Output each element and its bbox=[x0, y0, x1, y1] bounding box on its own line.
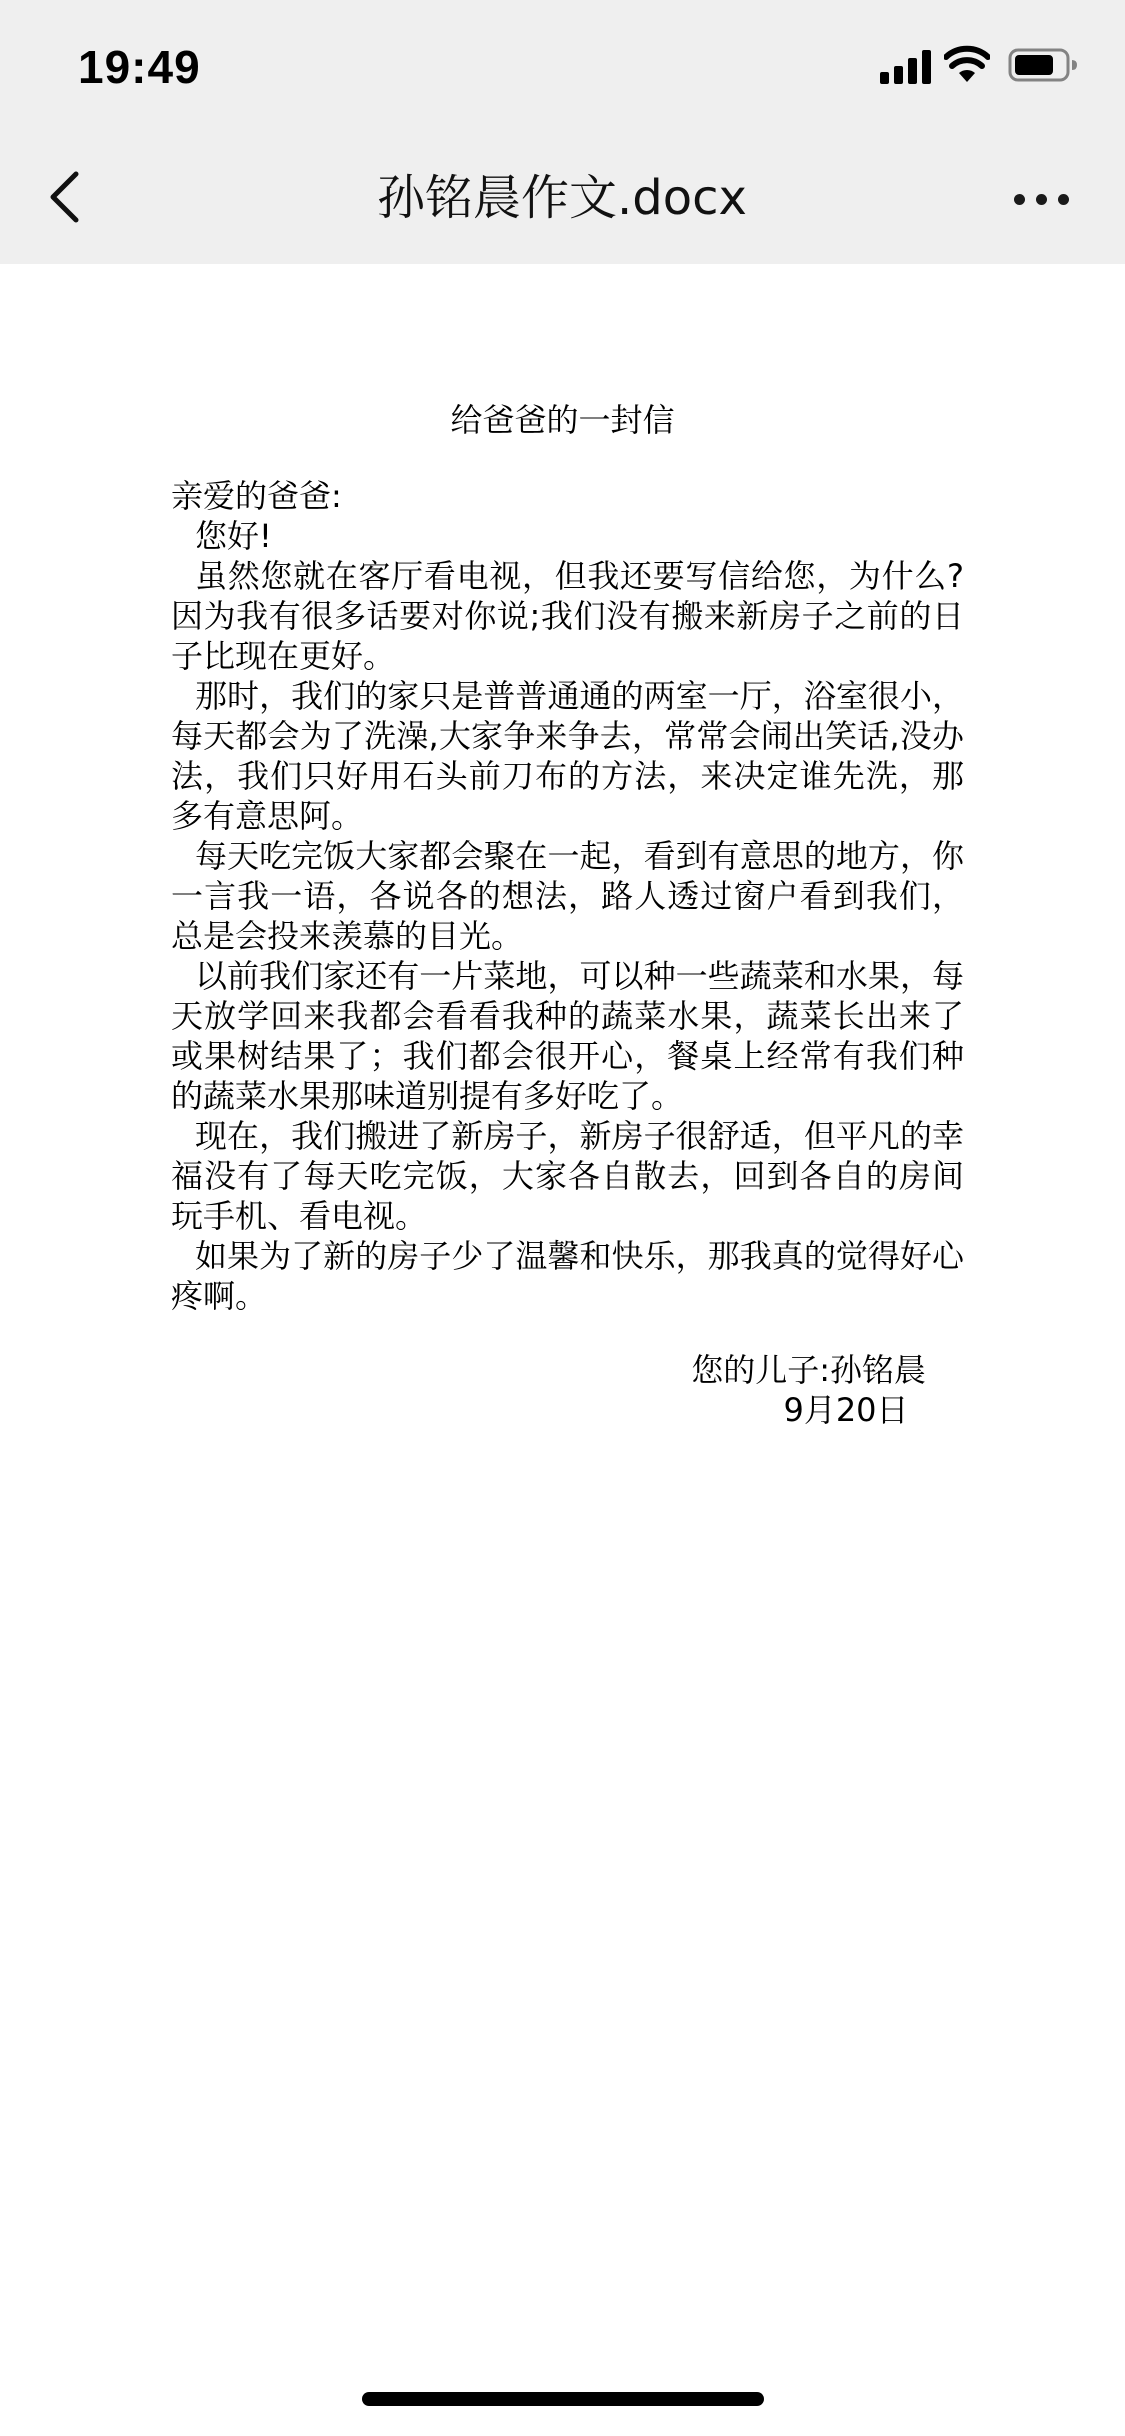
home-indicator[interactable] bbox=[362, 2392, 764, 2406]
letter-paragraph: 虽然您就在客厅看电视，但我还要写信给您，为什么?因为我有很多话要对你说;我们没有搬来新房子之前的日子比现在更好。 bbox=[171, 557, 964, 675]
battery-icon bbox=[1008, 48, 1078, 82]
chevron-left-icon bbox=[36, 162, 106, 232]
letter-paragraph: 您好! bbox=[195, 517, 272, 555]
status-bar bbox=[0, 0, 1125, 132]
top-bar-area bbox=[0, 0, 1125, 264]
letter-signature-block bbox=[640, 1350, 960, 1430]
letter-paragraph: 以前我们家还有一片菜地，可以种一些蔬菜和水果，每天放学回来我都会看看我种的蔬菜水果，蔬菜长出来了或果树结果了；我们都会很开心，餐桌上经常有我们种的蔬菜水果那味道别提有多好吃了。 bbox=[171, 957, 964, 1115]
back-button[interactable] bbox=[36, 162, 106, 232]
status-time: 19:49 bbox=[78, 41, 201, 93]
more-options-button[interactable] bbox=[1000, 168, 1080, 228]
more-horizontal-icon bbox=[1014, 194, 1025, 205]
letter-title: 给爸爸的一封信 bbox=[450, 401, 675, 439]
letter-paragraph: 那时，我们的家只是普普通通的两室一厅，浴室很小，每天都会为了洗澡,大家争来争去，常常会闹出笑话,没办法，我们只好用石头前刀布的方法，来决定谁先洗，那多有意思阿。 bbox=[171, 677, 964, 835]
letter-date: 9月20日 bbox=[783, 1391, 909, 1429]
letter-signature: 您的儿子:孙铭晨 bbox=[691, 1351, 926, 1389]
letter-body bbox=[171, 476, 964, 1316]
cellular-signal-icon bbox=[880, 48, 932, 84]
document-filename-title: 孙铭晨作文.docx bbox=[377, 170, 747, 226]
navigation-bar bbox=[0, 132, 1125, 264]
wifi-icon bbox=[944, 44, 990, 84]
document-viewer[interactable] bbox=[0, 264, 1125, 2364]
letter-paragraph: 每天吃完饭大家都会聚在一起，看到有意思的地方，你一言我一语，各说各的想法，路人透过窗户看到我们，总是会投来羡慕的目光。 bbox=[171, 837, 964, 955]
letter-paragraph: 现在，我们搬进了新房子，新房子很舒适，但平凡的幸福没有了每天吃完饭，大家各自散去，回到各自的房间玩手机、看电视。 bbox=[171, 1117, 964, 1235]
letter-salutation: 亲爱的爸爸: bbox=[171, 477, 342, 515]
letter-paragraph: 如果为了新的房子少了温馨和快乐，那我真的觉得好心疼啊。 bbox=[171, 1237, 964, 1315]
